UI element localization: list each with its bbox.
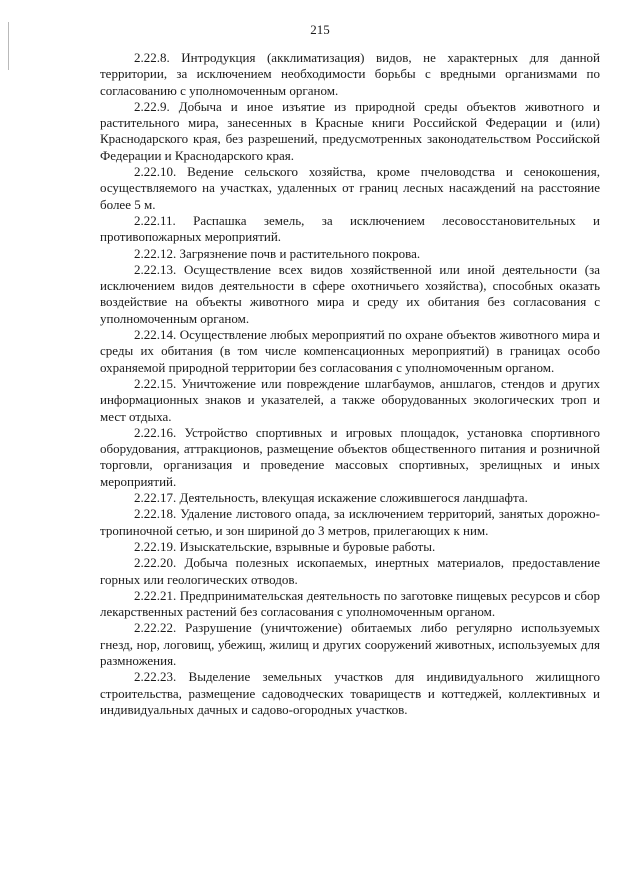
paragraph-2-22-13: 2.22.13. Осуществление всех видов хозяйственной или иной деятельности (за исключением видов деятельности в сфере охотничьего хозяйства), способных оказать воздействие на объекты животного мира и среду их обитания без согласования с уполномоченным органом. (100, 261, 600, 326)
paragraph-2-22-9: 2.22.9. Добыча и иное изъятие из природной среды объектов животного и растительного мира, занесенных в Красные книги Российской Федерации и (или) Краснодарского края, без разрешений, предусмотренных законодательством Российской Федерации и Краснодарского края. (100, 98, 600, 163)
paragraph-2-22-22: 2.22.22. Разрушение (уничтожение) обитаемых либо регулярно используемых гнезд, нор, логовищ, убежищ, жилищ и других сооружений животных, используемых для размножения. (100, 620, 600, 668)
paragraph-2-22-19: 2.22.19. Изыскательские, взрывные и буровые работы. (134, 538, 436, 554)
paragraph-2-22-15: 2.22.15. Уничтожение или повреждение шлагбаумов, аншлагов, стендов и других информационных знаков и указателей, а также оборудованных экологических троп и мест отдыха. (100, 375, 600, 424)
document-body (100, 50, 600, 718)
paragraph-2-22-21: 2.22.21. Предпринимательская деятельность по заготовке пищевых ресурсов и сбор лекарственных растений без согласования с уполномоченным органом. (100, 587, 600, 620)
paragraph-2-22-23: 2.22.23. Выделение земельных участков для индивидуального жилищного строительства, размещение садоводческих товариществ и коттеджей, коллективных и индивидуальных дачных и садово-огородных участков. (100, 669, 600, 717)
paragraph-2-22-17: 2.22.17. Деятельность, влекущая искажение сложившегося ландшафта. (134, 490, 528, 506)
paragraph-2-22-12: 2.22.12. Загрязнение почв и растительного покрова. (134, 245, 421, 261)
paragraph-2-22-10: 2.22.10. Ведение сельского хозяйства, кроме пчеловодства и сенокошения, осуществляемого на участках, удаленных от границ лесных насаждений на расстояние более 5 м. (100, 164, 600, 212)
paragraph-2-22-14: 2.22.14. Осуществление любых мероприятий по охране объектов животного мира и среды их обитания (в том числе компенсационных мероприятий) в границах особо охраняемой природной территории без согласования с уполномоченным органом. (100, 327, 600, 375)
paragraph-2-22-16: 2.22.16. Устройство спортивных и игровых площадок, установка спортивного оборудования, аттракционов, размещение объектов общественного питания и розничной торговли, организация и проведение массовых спортивных, зрелищных и иных мероприятий. (100, 424, 600, 489)
paragraph-2-22-11: 2.22.11. Распашка земель, за исключением лесовосстановительных и противопожарных мероприятий. (100, 212, 600, 245)
paragraph-2-22-20: 2.22.20. Добыча полезных ископаемых, инертных материалов, предоставление горных или геологических отводов. (100, 555, 600, 587)
page-number: 215 (310, 22, 330, 37)
paragraph-2-22-18: 2.22.18. Удаление листового опада, за исключением территорий, занятых дорожно-тропиночной сетью, и зон шириной до 3 метров, прилегающих к ним. (100, 506, 600, 538)
paragraph-2-22-8: 2.22.8. Интродукция (акклиматизация) видов, не характерных для данной территории, за исключением необходимости борьбы с вредными организмами по согласованию с уполномоченным органом. (100, 50, 600, 98)
